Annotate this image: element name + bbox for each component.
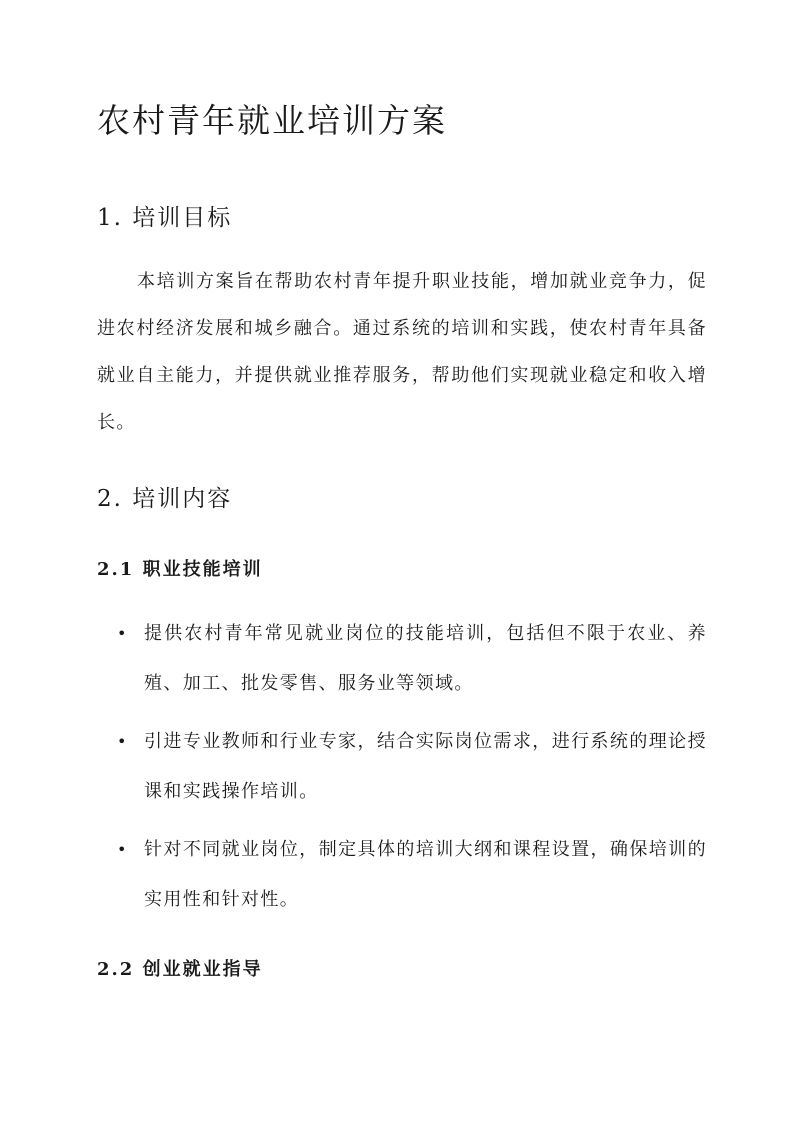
subsection-heading-entrepreneurship: 2.2 创业就业指导: [97, 959, 263, 980]
document-title: 农村青年就业培训方案: [97, 101, 447, 140]
list-item-text: 针对不同就业岗位，制定具体的培训大纲和课程设置，确保培训的实用性和针对性。: [144, 839, 707, 910]
list-item-text: 提供农村青年常见就业岗位的技能培训，包括但不限于农业、养殖、加工、批发零售、服务业等领域。: [144, 623, 707, 694]
skills-bullet-list: [97, 609, 707, 933]
bullet-icon: •: [117, 840, 128, 859]
subsection-heading-skills: 2.1 职业技能培训: [97, 559, 263, 580]
goals-paragraph: 本培训方案旨在帮助农村青年提升职业技能，增加就业竞争力，促进农村经济发展和城乡融合。通过系统的培训和实践，使农村青年具备就业自主能力，并提供就业推荐服务，帮助他们实现就业稳定和收入增长。: [97, 271, 707, 433]
list-item: [97, 609, 707, 709]
bullet-icon: •: [117, 624, 128, 643]
list-item: [97, 825, 707, 925]
list-item: [97, 717, 707, 817]
bullet-icon: •: [117, 732, 128, 751]
list-item-text: 引进专业教师和行业专家，结合实际岗位需求，进行系统的理论授课和实践操作培训。: [144, 731, 707, 802]
section-heading-content: 2. 培训内容: [97, 486, 233, 512]
section-heading-goals: 1. 培训目标: [97, 205, 233, 231]
